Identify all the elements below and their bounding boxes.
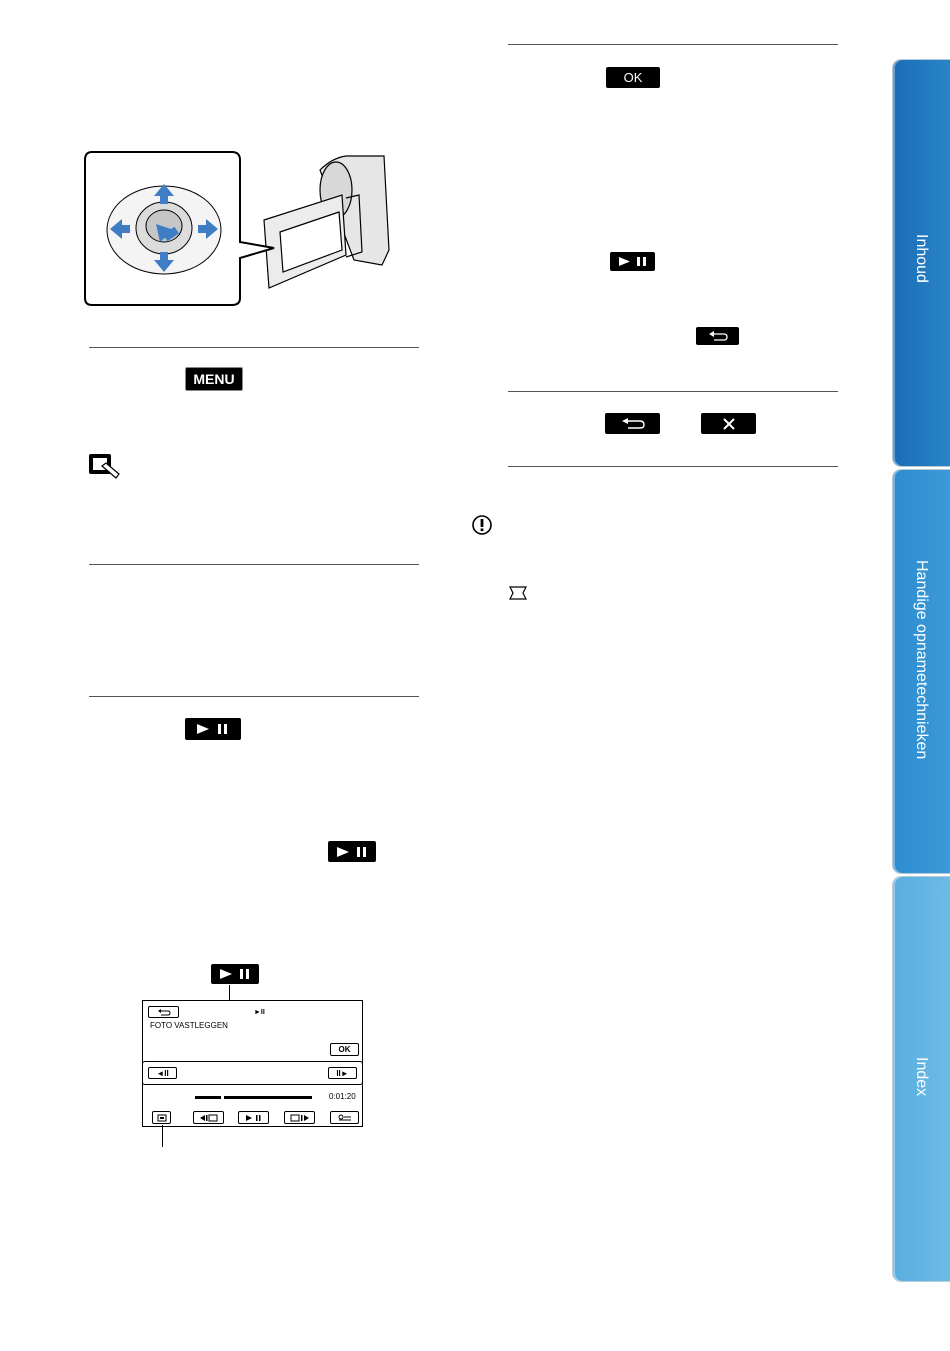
time-counter: 0:01:20 <box>329 1092 356 1101</box>
menu-button[interactable]: MENU <box>185 367 243 391</box>
play-pause-button[interactable] <box>185 718 241 740</box>
progress-bar <box>195 1096 312 1099</box>
camcorder-icon <box>264 156 389 288</box>
lcd-screen <box>142 1000 363 1127</box>
ok-button[interactable]: OK <box>606 67 660 88</box>
next-frame-button[interactable]: II► <box>328 1067 357 1079</box>
prev-frame-button[interactable]: ◄II <box>148 1067 177 1079</box>
tab-label: Inhoud <box>913 234 930 283</box>
prev-button[interactable] <box>193 1111 224 1124</box>
caution-icon <box>471 514 493 536</box>
play-pause-button[interactable] <box>328 841 376 862</box>
frame-control-bar <box>142 1061 363 1085</box>
callout-line <box>162 1125 163 1147</box>
close-button[interactable] <box>701 413 756 434</box>
lcd-title: FOTO VASTLEGGEN <box>150 1021 228 1030</box>
index-button[interactable] <box>152 1111 171 1124</box>
divider <box>508 391 838 392</box>
divider <box>89 564 419 565</box>
play-pause-button[interactable] <box>610 252 655 271</box>
multi-selector-illustration <box>84 150 394 310</box>
divider <box>89 347 419 348</box>
return-button[interactable] <box>605 413 660 434</box>
tab-handige-opnametechnieken[interactable] <box>893 470 950 873</box>
progress-marker <box>221 1096 224 1099</box>
option-button[interactable] <box>330 1111 359 1124</box>
tab-index[interactable] <box>893 877 950 1281</box>
tab-label: Handige opnametechnieken <box>913 560 930 760</box>
play-button[interactable] <box>238 1111 269 1124</box>
touch-panel-icon <box>88 452 122 482</box>
divider <box>89 696 419 697</box>
return-button[interactable] <box>148 1006 179 1018</box>
tab-inhoud[interactable] <box>893 60 950 466</box>
lcd-ok-button[interactable]: OK <box>330 1043 359 1056</box>
play-pause-button[interactable] <box>211 964 259 984</box>
return-button[interactable] <box>696 327 739 345</box>
next-button[interactable] <box>284 1111 315 1124</box>
play-indicator: ►II <box>254 1009 265 1016</box>
divider <box>508 44 838 45</box>
tab-label: Index <box>913 1057 930 1097</box>
divider <box>508 466 838 467</box>
wide-mode-icon <box>509 586 527 600</box>
